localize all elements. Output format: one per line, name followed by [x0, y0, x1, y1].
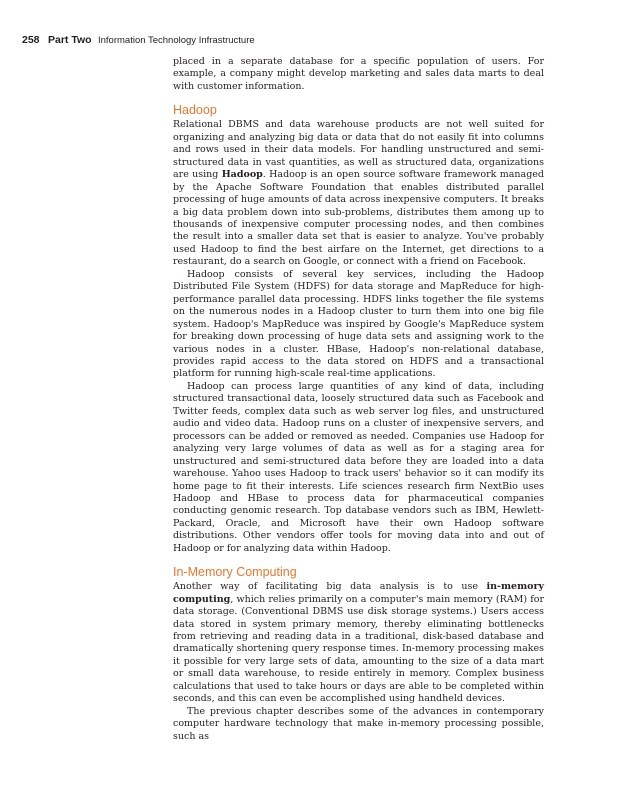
in-memory-heading: In-Memory Computing [173, 565, 297, 580]
page-body [173, 56, 544, 743]
hadoop-heading: Hadoop [173, 103, 217, 118]
part-label: Part Two [47, 34, 92, 46]
hadoop-paragraph-2: Hadoop consists of several key services, including the Hadoop Distributed File System (HDFS) for data storage and MapReduce for high-performance parallel data processing. HDFS links together the file systems on the numerous nodes in a Hadoop cluster to turn them into one big file system. Hadoop's MapReduce was inspired by Google's MapReduce system for breaking down processing of huge data sets and assigning work to the various nodes in a cluster. HBase, Hadoop's non-relational database, provides rapid access to the data stored on HDFS and a transactional platform for running high-scale real-time applications. [173, 268, 544, 380]
running-header [22, 30, 255, 44]
hadoop-paragraph-3: Hadoop can process large quantities of any kind of data, including structured transactional data, loosely structured data such as Facebook and Twitter feeds, complex data such as web server log files, and unstructured audio and video data. Hadoop runs on a cluster of inexpensive servers, and processors can be added or removed as needed. Companies use Hadoop for analyzing very large volumes of data as well as for a staging area for unstructured and semi-structured data before they are loaded into a data warehouse. Yahoo uses Hadoop to track users' behavior so it can modify its home page to fit their interests. Life sciences research firm NextBio uses Hadoop and HBase to process data for pharmaceutical companies conducting genomic research. Top database vendors such as IBM, Hewlett-Packard, Oracle, and Microsoft have their own Hadoop software distributions. Other vendors offer tools for moving data into and out of Hadoop or for analyzing data within Hadoop. [173, 380, 544, 554]
in-memory-paragraph-1: Another way of facilitating big data analysis is to use in-memory computing, which relies primarily on a computer's main memory (RAM) for data storage. (Conventional DBMS use disk storage systems.) Users access data stored in system primary memory, thereby eliminating bottlenecks from retrieving and reading data in a traditional, disk-based database and dramatically shortening query response times. In-memory processing makes it possible for very large sets of data, amounting to the size of a data mart or small data warehouse, to reside entirely in memory. Complex business calculations that used to take hours or days are able to be completed within seconds, and this can even be accomplished using handheld devices. [173, 581, 544, 705]
in-memory-paragraph-2: The previous chapter describes some of the advances in contemporary computer hardware technology that make in-memory processing possible, such as [173, 705, 544, 742]
page-number: 258 [22, 34, 40, 46]
in-memory-key-term: in-memory computing [173, 581, 544, 605]
hadoop-key-term: Hadoop [221, 169, 263, 181]
part-title: Information Technology Infrastructure [98, 35, 255, 46]
hadoop-paragraph-1: Relational DBMS and data warehouse products are not well suited for organizing and analyzing big data or data that do not easily fit into columns and rows used in their data models. For handling unstructured and semi-structured data in vast quantities, as well as structured data, organizations are using Hadoop. Hadoop is an open source software framework managed by the Apache Software Foundation that enables distributed parallel processing of huge amounts of data across inexpensive computers. It breaks a big data problem down into sub-problems, distributes them among up to thousands of inexpensive computer processing nodes, and then combines the result into a smaller data set that is easier to analyze. You've probably used Hadoop to find the best airfare on the Internet, get directions to a restaurant, do a search on Google, or connect with a friend on Facebook. [173, 119, 544, 268]
intro-paragraph: placed in a separate database for a specific population of users. For example, a company might develop marketing and sales data marts to deal with customer information. [173, 56, 544, 92]
